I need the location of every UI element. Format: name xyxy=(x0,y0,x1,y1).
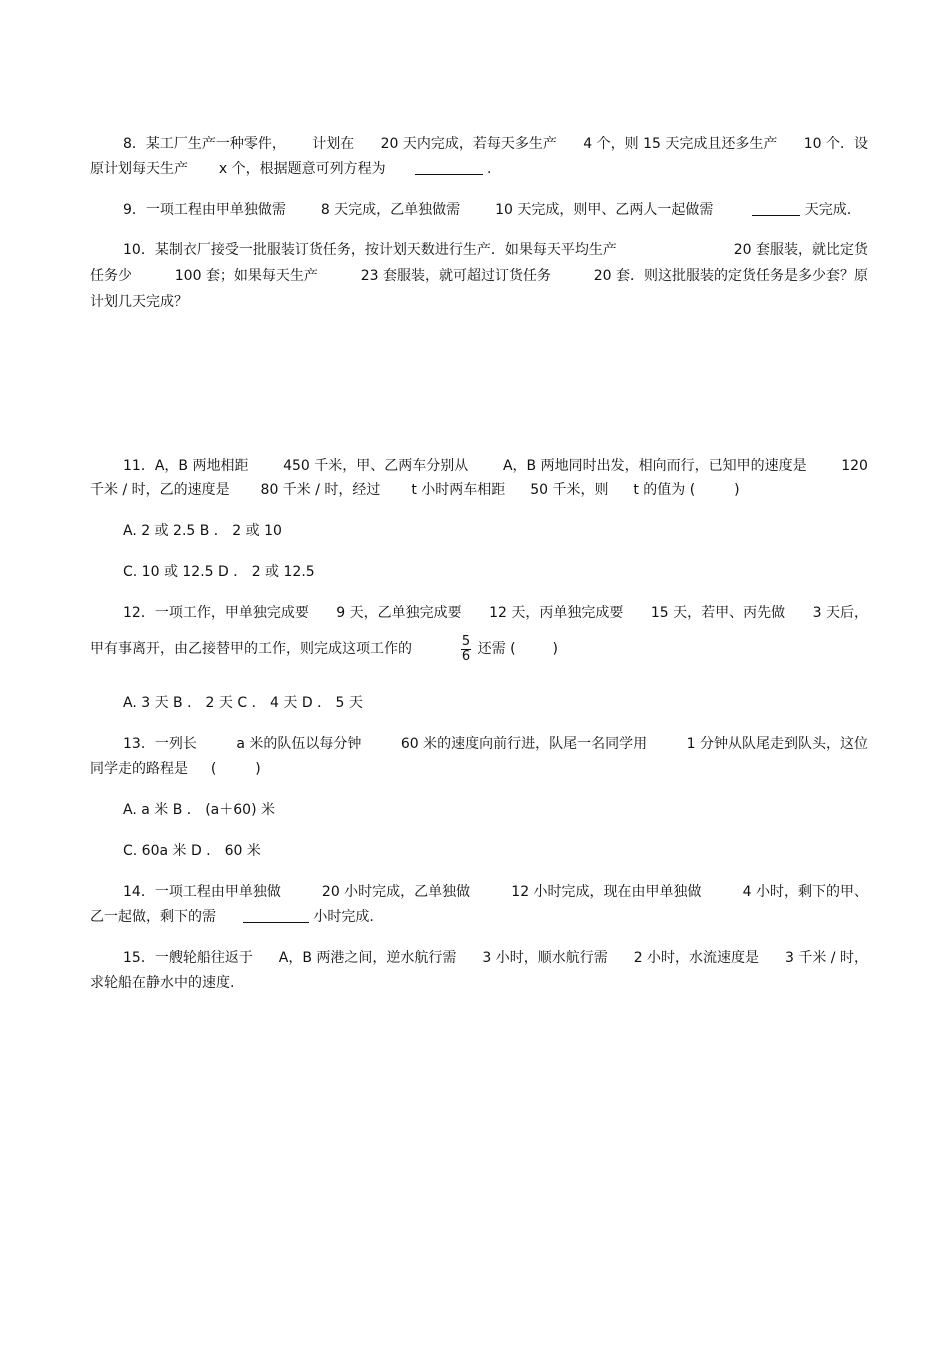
q15-seg-1: 15．一艘轮船往返于 xyxy=(123,950,253,966)
q13-seg-6: ( xyxy=(210,761,217,777)
question-11-options-ab xyxy=(123,521,868,541)
q8-seg-5: 10 个．设 xyxy=(803,136,868,152)
q11-seg-9: t 的值为 ( xyxy=(633,482,696,498)
q15-seg-4: 2 小时，水流速度是 xyxy=(633,950,760,966)
q10-seg-6: 20 套．则这批服装的定货任务是多少套？原 xyxy=(593,268,868,284)
question-10-line-3 xyxy=(90,292,868,312)
q10-seg-3: 任务少 xyxy=(90,268,132,284)
q13-seg-3: 60 米的速度向前行进，队尾一名同学用 xyxy=(400,736,648,752)
q13-option-cd: C. 60a 米 D ． 60 米 xyxy=(123,843,261,859)
q9-answer-blank xyxy=(752,200,800,216)
q15-seg-5: 3 千米 / 时， xyxy=(785,950,868,966)
q13-seg-4: 1 分钟从队尾走到队头，这位 xyxy=(686,736,868,752)
q11-seg-3: A，B 两地同时出发，相向而行，已知甲的速度是 xyxy=(502,458,807,474)
q14-answer-blank xyxy=(243,907,309,923)
q12-fraction-numerator: 5 xyxy=(461,633,471,649)
q9-seg-3: 10 天完成，则甲、乙两人一起做需 xyxy=(495,202,714,218)
question-12-options xyxy=(123,693,868,713)
question-11-line-1 xyxy=(123,456,868,476)
q8-answer-blank xyxy=(415,159,483,175)
q12-seg-3: 12 天，丙单独完成要 xyxy=(489,605,624,621)
q14-seg-5: 乙一起做，剩下的需 xyxy=(90,909,216,925)
q8-seg-7: x 个，根据题意可列方程为 xyxy=(218,161,386,177)
q8-seg-6: 原计划每天生产 xyxy=(90,161,188,177)
q14-seg-6: 小时完成. xyxy=(313,909,374,925)
q12-seg-6: 甲有事离开，由乙接替甲的工作，则完成这项工作的 xyxy=(90,641,412,657)
q12-option-list: A. 3 天 B ． 2 天 C ． 4 天 D ． 5 天 xyxy=(123,695,363,711)
q15-seg-6: 求轮船在静水中的速度. xyxy=(90,975,235,991)
question-8-line-1 xyxy=(123,134,868,154)
q8-seg-2: 计划在 xyxy=(312,136,355,152)
q13-seg-2: a 米的队伍以每分钟 xyxy=(236,736,362,752)
q15-seg-2: A，B 两港之间，逆水航行需 xyxy=(278,950,457,966)
question-11-options-cd xyxy=(123,562,868,582)
question-14-line-1 xyxy=(123,882,868,902)
q10-seg-7: 计划几天完成？ xyxy=(90,294,188,310)
q8-seg-1: 8．某工厂生产一种零件， xyxy=(123,136,286,152)
q11-seg-1: 11．A，B 两地相距 xyxy=(123,458,249,474)
q11-seg-2: 450 千米，甲、乙两车分别从 xyxy=(283,458,469,474)
q11-seg-7: t 小时两车相距 xyxy=(411,482,506,498)
q10-seg-5: 23 套服装，就可超过订货任务 xyxy=(360,268,551,284)
q12-seg-2: 9 天，乙单独完成要 xyxy=(336,605,462,621)
q10-seg-1: 10．某制衣厂接受一批服装订货任务，按计划天数进行生产．如果每天平均生产 xyxy=(123,242,617,258)
question-13-line-2 xyxy=(90,759,868,779)
question-10-line-1 xyxy=(123,240,868,260)
q9-seg-1: 9．一项工程由甲单独做需 xyxy=(123,202,286,218)
q11-option-ab: A. 2 或 2.5 B ． 2 或 10 xyxy=(123,523,282,539)
q11-option-cd: C. 10 或 12.5 D ． 2 或 12.5 xyxy=(123,564,315,580)
question-12-line-2 xyxy=(90,632,868,666)
q12-seg-4: 15 天，若甲、丙先做 xyxy=(650,605,786,621)
q13-seg-5: 同学走的路程是 xyxy=(90,761,188,777)
q12-fraction-denominator: 6 xyxy=(461,648,471,664)
q12-fraction xyxy=(461,635,471,664)
question-10-line-2 xyxy=(90,266,868,286)
question-15-line-1 xyxy=(123,948,868,968)
question-12-line-1 xyxy=(123,603,868,623)
question-13-line-1 xyxy=(123,734,868,754)
question-9 xyxy=(123,200,868,220)
question-13-options-cd xyxy=(123,841,868,861)
q12-seg-5: 3 天后， xyxy=(812,605,868,621)
q15-seg-3: 3 小时，顺水航行需 xyxy=(482,950,608,966)
q14-seg-2: 20 小时完成，乙单独做 xyxy=(321,884,471,900)
q9-seg-2: 8 天完成，乙单独做需 xyxy=(320,202,461,218)
q14-seg-3: 12 小时完成，现在由甲单独做 xyxy=(511,884,702,900)
q12-seg-1: 12．一项工作，甲单独完成要 xyxy=(123,605,309,621)
q12-seg-8: ) xyxy=(552,641,558,657)
q11-seg-10: ) xyxy=(734,482,740,498)
question-14-line-2 xyxy=(90,907,868,927)
q13-seg-7: ) xyxy=(255,761,261,777)
q11-seg-4: 120 xyxy=(841,458,868,474)
q14-seg-4: 4 小时，剩下的甲、 xyxy=(742,884,868,900)
question-15-line-2 xyxy=(90,973,868,993)
q13-seg-1: 13．一列长 xyxy=(123,736,197,752)
q10-seg-4: 100 套；如果每天生产 xyxy=(174,268,318,284)
q12-seg-7: 还需 ( xyxy=(477,641,516,657)
q9-seg-4: 天完成. xyxy=(804,202,852,218)
question-8-line-2 xyxy=(90,159,868,179)
q11-seg-5: 千米 / 时，乙的速度是 xyxy=(90,482,230,498)
q11-seg-8: 50 千米，则 xyxy=(530,482,609,498)
q14-seg-1: 14．一项工程由甲单独做 xyxy=(123,884,281,900)
q8-seg-3: 20 天内完成，若每天多生产 xyxy=(380,136,557,152)
q8-seg-4: 4 个，则 15 天完成且还多生产 xyxy=(583,136,778,152)
question-13-options-ab xyxy=(123,800,868,820)
q13-option-ab: A. a 米 B ． (a＋60) 米 xyxy=(123,802,275,818)
q11-seg-6: 80 千米 / 时，经过 xyxy=(260,482,381,498)
question-11-line-2 xyxy=(90,480,868,500)
q8-seg-8: . xyxy=(487,161,492,177)
q10-seg-2: 20 套服装，就比定货 xyxy=(733,242,868,258)
